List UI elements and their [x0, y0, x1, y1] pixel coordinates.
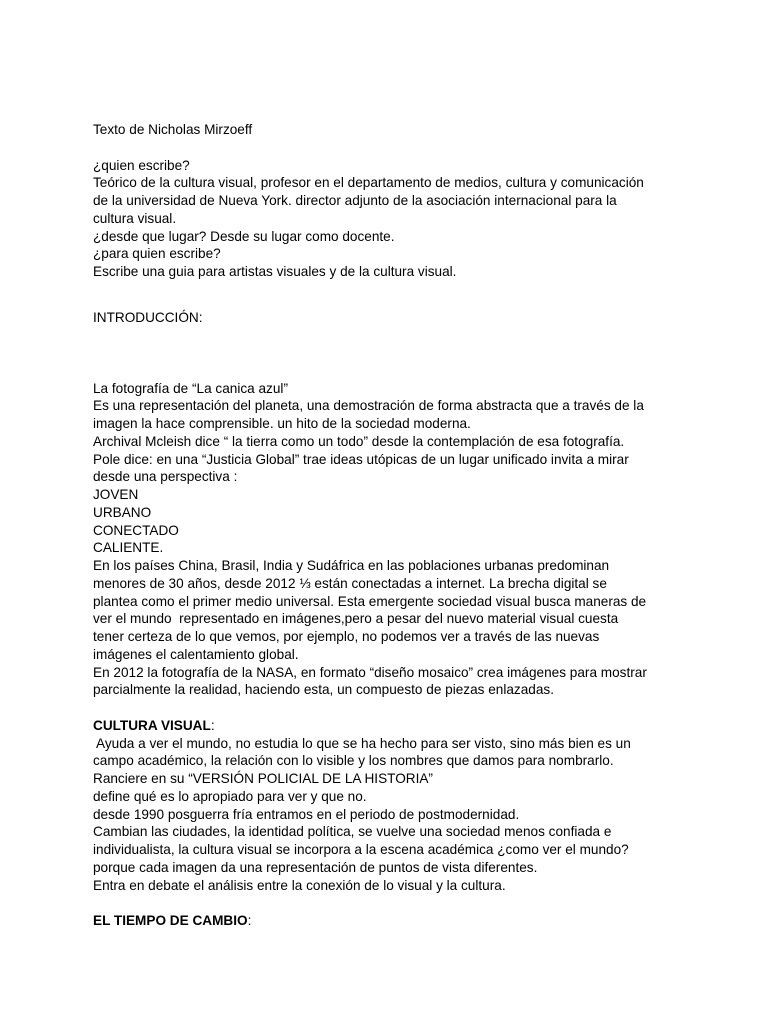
list-item: CALIENTE. — [93, 540, 164, 556]
section-title-introduccion: INTRODUCCIÓN: — [93, 309, 203, 325]
question-from-where: ¿desde que lugar? Desde su lugar como docente. — [93, 228, 395, 244]
paragraph-line: cultura visual. — [93, 210, 177, 226]
question-who-writes: ¿quien escribe? — [93, 157, 190, 173]
spacer — [93, 327, 683, 380]
spacer — [93, 699, 683, 717]
paragraph-line: Es una representación del planeta, una demostración de forma abstracta que a través de la — [93, 398, 644, 414]
paragraph-line: En los países China, Brasil, India y Sudáfrica en las poblaciones urbanas predominan — [93, 558, 610, 573]
paragraph-line: menores de 30 años, desde 2012 ⅓ están conectadas a internet. La brecha digital se — [93, 575, 607, 591]
paragraph-line: define qué es lo apropiado para ver y que no. — [93, 788, 367, 804]
list-item: URBANO — [93, 504, 152, 520]
document-page — [93, 121, 683, 930]
paragraph-line: Ranciere en su “VERSIÓN POLICIAL DE LA HISTORIA” — [93, 771, 433, 786]
paragraph-line: Archival Mcleish dice “ la tierra como un todo” desde la contemplación de esa fotografía. — [93, 433, 625, 449]
spacer — [93, 139, 683, 157]
list-item: JOVEN — [93, 487, 139, 502]
paragraph-line: ver el mundo representado en imágenes,pero a pesar del nuevo material visual cuesta — [93, 611, 619, 627]
paragraph-line: Teórico de la cultura visual, profesor en el departamento de medios, cultura y comunicación — [93, 175, 644, 191]
list-item: CONECTADO — [93, 522, 179, 538]
section-title-tiempo-de-cambio — [93, 912, 683, 930]
paragraph-line: individualista, la cultura visual se incorpora a la escena académica ¿como ver el mundo? — [93, 842, 629, 857]
paragraph-line: porque cada imagen da una representación de puntos de vista diferentes. — [93, 859, 538, 875]
paragraph-line: parcialmente la realidad, haciendo esta, un compuesto de piezas enlazadas. — [93, 682, 554, 698]
section-title-cultura-visual — [93, 717, 683, 735]
paragraph-line: Escribe una guia para artistas visuales y de la cultura visual. — [93, 264, 457, 279]
paragraph-line: La fotografía de “La canica azul” — [93, 380, 288, 396]
spacer — [93, 894, 683, 912]
section-title-colon: : — [247, 913, 252, 928]
paragraph-line: imagen la hace comprensible. un hito de la sociedad moderna. — [93, 416, 471, 431]
document-heading: Texto de Nicholas Mirzoeff — [93, 122, 253, 137]
paragraph-line: tener certeza de lo que vemos, por ejemplo, no podemos ver a través de las nuevas — [93, 629, 600, 644]
spacer — [93, 281, 683, 309]
paragraph-line: Pole dice: en una “Justicia Global” trae ideas utópicas de un lugar unificado invita a mirar — [93, 451, 629, 467]
paragraph-line: desde una perspectiva : — [93, 469, 238, 485]
paragraph-line: Ayuda a ver el mundo, no estudia lo que se ha hecho para ser visto, sino más bien es un — [93, 735, 631, 751]
paragraph-line: Entra en debate el análisis entre la conexión de lo visual y la cultura. — [93, 877, 506, 893]
paragraph-line: Cambian las ciudades, la identidad política, se vuelve una sociedad menos confiada e — [93, 824, 612, 840]
question-for-whom: ¿para quien escribe? — [93, 246, 221, 262]
paragraph-line: campo académico, la relación con lo visible y los nombres que damos para nombrarlo. — [93, 753, 614, 769]
section-title-colon: : — [210, 717, 215, 733]
paragraph-line: imágenes el calentamiento global. — [93, 646, 299, 662]
section-title-text: CULTURA VISUAL — [93, 717, 211, 733]
section-title-text: EL TIEMPO DE CAMBIO — [93, 913, 248, 928]
paragraph-line: En 2012 la fotografía de la NASA, en formato “diseño mosaico” crea imágenes para mostrar — [93, 664, 647, 680]
paragraph-line: desde 1990 posguerra fría entramos en el periodo de postmodernidad. — [93, 806, 520, 822]
paragraph-line: de la universidad de Nueva York. director adjunto de la asociación internacional para la — [93, 193, 617, 208]
paragraph-line: plantea como el primer medio universal. Esta emergente sociedad visual busca maneras de — [93, 593, 647, 609]
